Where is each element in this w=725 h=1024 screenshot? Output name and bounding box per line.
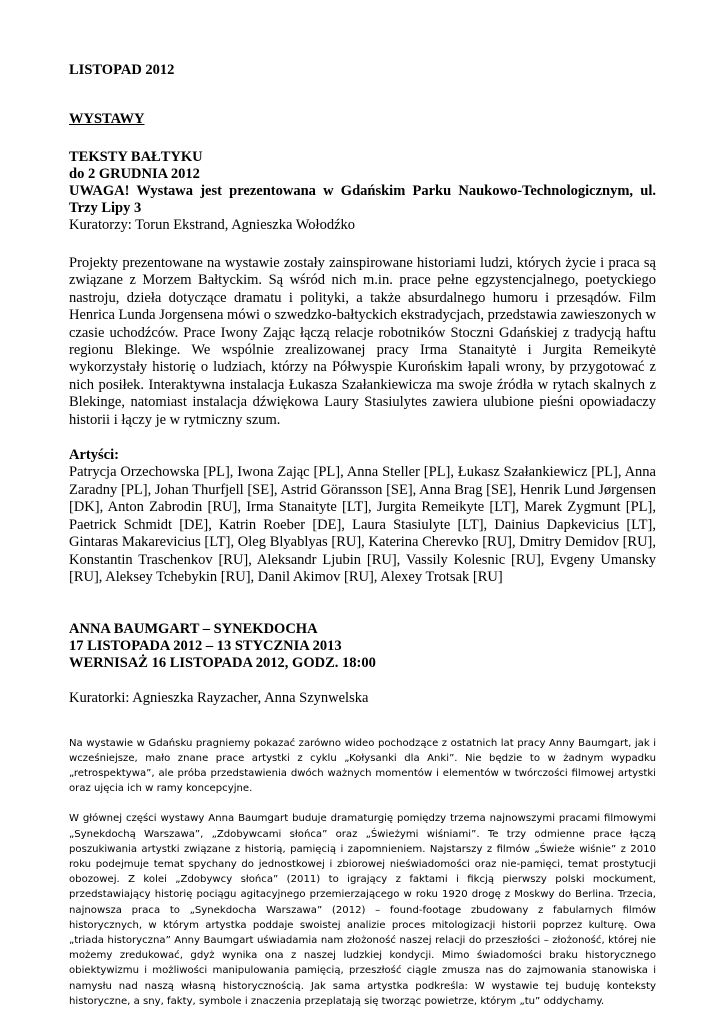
exhibition-paragraph-2: W głównej części wystawy Anna Baumgart buduje dramaturgię pomiędzy trzema najnowszymi pracami filmowymi „Synekdochą Warszawa”, „Zdobywcami słońca” oraz „Świeżymi wiśniami”. Te trzy odmienne prace łączą poszukiwania artystki związane z historią, pamięcią i zapomnieniem. Najstarszy z filmów „Świeże wiśnie” z 2010 roku podejmuje temat spychany do jednostkowej i zbiorowej nieświadomości oraz nie-pamięci, temat prostytucji obozowej. Z kolei „Zdobywcy słońca” (2011) to igrający z faktami i fikcją pierwszy polski mockument, przedstawiający historię pociągu agitacyjnego przemierzającego w roku 1920 drogę z Moskwy do Berlina. Trzecia, najnowsza praca to „Synekdocha Warszawa” (2012) – found-footage zbudowany z fabularnych filmów historycznych, w którym artystka poddaje swoistej analizie proces mitologizacji historii poprzez kulturę. Owa „triada historyczna” Anny Baumgart uświadamia nam złożoność naszej relacji do przeszłości – złożoność, której nie możemy zredukować, gdyż wynika ona z naszej ludzkiej kondycji. Mimo świadomości braku historycznego obiektywizmu i możliwości manipulowania pamięcią, przeszłość ciągle zmusza nas do zajmowania stanowiska i namysłu nad naszą własną historycznością. Jak sama artystka podkreśla: W wystawie tej buduję konteksty historyczne, a sny, fakty, symbole i znaczenia przeplatają się tworząc powietrze, którym „tu” oddychamy. — [69, 813, 656, 1007]
artists-list: Patrycja Orzechowska [PL], Iwona Zając [PL], Anna Steller [PL], Łukasz Szałankiewicz [PL], Anna Zaradny [PL], Johan Thurfjell [SE], Astrid Göransson [SE], Anna Brag [SE], Henrik Lund Jørgensen [DK], Anton Zabrodin [RU], Irma Stanaityte [LT], Jurgita Remeikyte [LT], Marek Zygmunt [PL], Paetrick Schmidt [DE], Katrin Roeber [DE], Laura Stasiulyte [LT], Dainius Dapkevicius [LT], Gintaras Makarevicius [LT], Oleg Blyablyas [RU], Katerina Cherevko [RU], Dmitry Demidov [RU], Konstantin Traschenkov [RU], Aleksandr Ljubin [RU], Vassily Kolesnic [RU], Evgeny Umansky [RU], Aleksey Tchebykin [RU], Danil Akimov [RU], Alexey Trotsak [RU] — [69, 464, 656, 586]
artists-heading: Artyści: — [69, 447, 119, 464]
exhibition-notice: UWAGA! Wystawa jest prezentowana w Gdańskim Parku Naukowo-Technologicznym, ul. Trzy Lipy 3 — [69, 183, 656, 216]
section-heading: WYSTAWY — [69, 111, 145, 127]
exhibition-synekdocha — [69, 621, 656, 1009]
exhibition-title: ANNA BAUMGART – SYNEKDOCHA — [69, 620, 318, 637]
document-page — [69, 62, 656, 1024]
exhibition-paragraph-1: Na wystawie w Gdańsku pragniemy pokazać zarówno wideo pochodzące z ostatnich lat pracy Anny Baumgart, jak i wcześniejsze, mało znane prace artystki z cyklu „Kołysanki dla Anki”. Nie będzie to w żadnym wypadku „retrospektywa”, ale próba przedstawienia dwóch ważnych momentów i elementów w twórczości filmowej artystki oraz ujęcia ich w ramy koncepcyjne. — [69, 737, 656, 795]
month-heading: LISTOPAD 2012 — [69, 62, 175, 78]
exhibition-opening: WERNISAŻ 16 LISTOPADA 2012, GODZ. 18:00 — [69, 654, 376, 671]
exhibition-teksty-baltyku — [69, 149, 656, 587]
exhibition-dates: do 2 GRUDNIA 2012 — [69, 166, 200, 182]
exhibition-curators: Kuratorki: Agnieszka Rayzacher, Anna Szynwelska — [69, 689, 369, 706]
exhibition-description: Projekty prezentowane na wystawie zostały zainspirowane historiami ludzi, których życie i praca są związane z Morzem Bałtyckim. Są wśród nich m.in. prace pełne egzystencjalnego, poetyckiego nastroju, dzieła dotyczące dramatu i polityki, a także absurdalnego humoru i przesądów. Film Henrica Lunda Jorgensena mówi o szwedzko-bałtyckich ekstradycjach, przedstawia zawieszonych w czasie uchodźców. Prace Iwony Zając łączą relacje robotników Stoczni Gdańskiej z tradycją haftu regionu Blekinge. We wspólnie zrealizowanej pracy Irma Stanaitytė i Jurgita Remeikytė wykorzystały historię o ludziach, którzy na Półwyspie Kurońskim łapali wrony, by przygotować z nich posiłek. Interaktywna instalacja Łukasza Szałankiewicza ma swoje źródła w rytach skalnych z Blekinge, natomiast instalacja dźwiękowa Laury Stasiulytes zawiera ulubione pieśni opowiadaczy historii i łączy je w rytmiczny szum. — [69, 255, 656, 428]
exhibition-dates: 17 LISTOPADA 2012 – 13 STYCZNIA 2013 — [69, 637, 342, 654]
exhibition-curators: Kuratorzy: Torun Ekstrand, Agnieszka Wołodźko — [69, 217, 356, 233]
exhibition-title: TEKSTY BAŁTYKU — [69, 149, 203, 165]
